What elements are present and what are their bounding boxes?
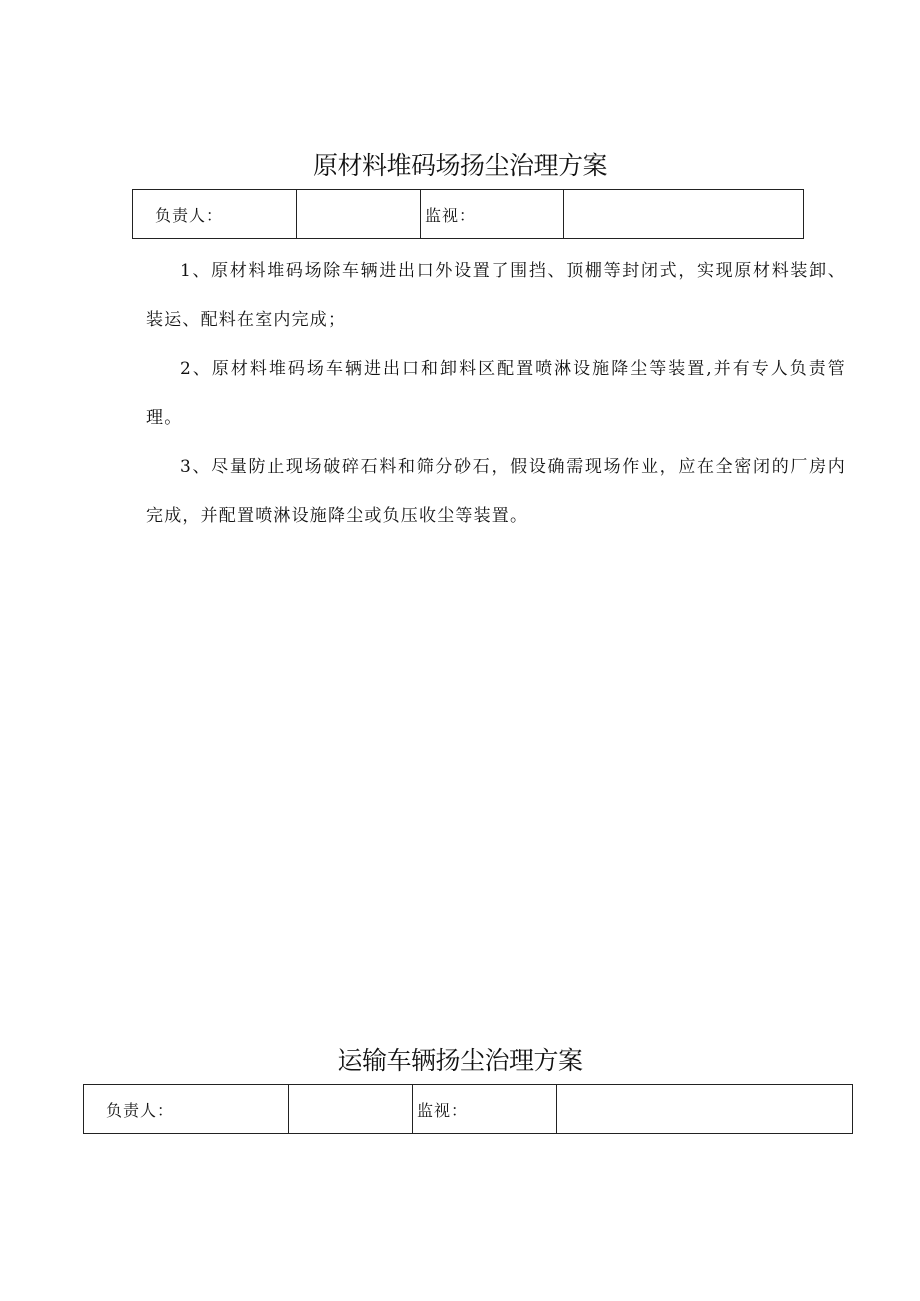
section2-supervise-field[interactable] — [557, 1085, 853, 1134]
section2-signoff-table — [83, 1084, 853, 1134]
section1-responsible-field[interactable] — [297, 190, 421, 239]
section1-responsible-label: 负责人： — [133, 190, 297, 239]
section1-body — [146, 247, 846, 541]
section1-paragraph-3: 3、尽量防止现场破碎石料和筛分砂石，假设确需现场作业，应在全密闭的厂房内完成，并配置喷淋设施降尘或负压收尘等装置。 — [146, 457, 846, 526]
section1-paragraph-2: 2、原材料堆码场车辆进出口和卸料区配置喷淋设施降尘等装置,并有专人负责管理。 — [146, 359, 846, 428]
section1-supervise-field[interactable] — [564, 190, 804, 239]
section1-title: 原材料堆码场扬尘治理方案 — [312, 151, 607, 180]
section2-title: 运输车辆扬尘治理方案 — [337, 1046, 583, 1075]
section1-supervise-label: 监视： — [421, 190, 564, 239]
section1-paragraph-1: 1、原材料堆码场除车辆进出口外设置了围挡、顶棚等封闭式，实现原材料装卸、装运、配料在室内完成； — [146, 261, 846, 330]
section2-responsible-label: 负责人： — [84, 1085, 289, 1134]
section2-supervise-label: 监视： — [413, 1085, 557, 1134]
section1-signoff-table — [132, 189, 804, 239]
section2-responsible-field[interactable] — [289, 1085, 413, 1134]
